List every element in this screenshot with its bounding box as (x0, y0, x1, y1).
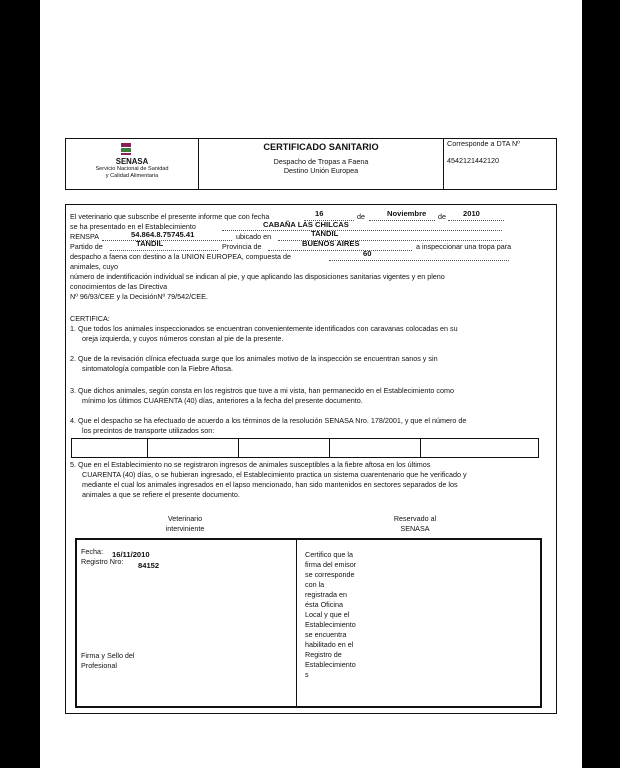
month-value: Noviembre (387, 209, 427, 218)
clause-4-line-2: los precintos de transporte utilizados son: (82, 426, 215, 435)
senasa-certification-line: s (305, 670, 309, 679)
intro-line-7: número de indentificación individual se indican al pie, y que aplicando las disposiciones sanitarias vigentes y en pleno (70, 272, 445, 281)
signature-box-divider (296, 538, 297, 708)
senasa-certification-line: ésta Oficina (305, 600, 343, 609)
senasa-certification-line: Certifico que la (305, 550, 353, 559)
senasa-certification-line: habilitado en el (305, 640, 354, 649)
senasa-certification-line: registrada en (305, 590, 347, 599)
month-dots (369, 220, 435, 221)
provincia-label: Provincia de (222, 242, 262, 251)
establishment-dots (222, 230, 502, 231)
senasa-certification-line: Establecimiento (305, 660, 356, 669)
intro-line-8: conocimientos de las Directiva (70, 282, 168, 291)
org-name: SENASA (115, 157, 149, 166)
registro-label: Registro Nro: (81, 557, 124, 566)
certificate-page (40, 0, 582, 768)
provincia-value: BUENOS AIRES (302, 239, 360, 248)
count-dots (329, 260, 509, 261)
senasa-certification-line: se corresponde (305, 570, 355, 579)
vet-caption-1: Veterinario (167, 514, 203, 523)
clause-5-line-3: mediante el cual los animales ingresados en el lapso mencionado, han sido mantenidos en sectores separados de los (82, 480, 458, 489)
clause-3-line-2: mínimo los últimos CUARENTA (40) días, anteriores a la fecha del presente documento. (82, 396, 363, 405)
clause-5-line-4: animales a que se refiere el presente documento. (82, 490, 240, 499)
count-value: 60 (363, 249, 372, 258)
clause-1-line-1: 1. Que todos los animales inspeccionados se encuentran convenientemente identificados con caravanas colocadas en su (70, 324, 458, 333)
senasa-caption-1: Reservado al (393, 514, 437, 523)
intro-line-6: animales, cuyo (70, 262, 118, 271)
clause-5-line-2: CUARENTA (40) días, o se hubieran ingresado, el Establecimiento practica un sistema cuarentenario que he verificado y (82, 470, 467, 479)
vet-caption-2: interviniente (165, 524, 205, 533)
intro-line-4-end: a inspeccionar una tropa para (416, 242, 512, 251)
header-divider-right (443, 138, 444, 189)
dta-value: 4542121442120 (447, 156, 499, 165)
renspa-label: RENSPA (70, 232, 100, 241)
seals-table (71, 438, 539, 458)
seals-cell-divider (147, 438, 148, 457)
document-subtitle-2: Destino Unión Europea (283, 166, 359, 175)
senasa-certification-line: Registro de (305, 650, 342, 659)
fecha-value: 16/11/2010 (112, 550, 150, 559)
intro-line-1: El veterinario que subscribe el presente informe que con fecha (70, 212, 270, 221)
clause-2-line-1: 2. Que de la revisación clínica efectuada surge que los animales motivo de la inspección se encuentran sanos y sin (70, 354, 438, 363)
year-dots (448, 220, 504, 221)
org-subtitle-1: Servicio Nacional de Sanidad (95, 166, 169, 172)
seals-cell-divider (329, 438, 330, 457)
seals-cell-divider (238, 438, 239, 457)
clause-3-line-1: 3. Que dichos animales, según consta en los registros que tuve a mi vista, han permanecido en el Establecimiento como (70, 386, 454, 395)
clause-1-line-2: oreja izquierda, y cuyos números constan al pie de la presente. (82, 334, 284, 343)
senasa-caption-2: SENASA (400, 524, 430, 533)
document-subtitle-1: Despacho de Tropas a Faena (273, 157, 369, 166)
clause-2-line-2: sintomatología compatible con la Fiebre Aftosa. (82, 364, 234, 373)
firma-label-1: Firma y Sello del (81, 651, 135, 660)
intro-line-9: Nº 96/93/CEE y la DecisiónNº 79/542/CEE. (70, 292, 208, 301)
provincia-dots (268, 250, 412, 251)
intro-line-5: despacho a faena con destino a la UNION EUROPEA, compuesta de (70, 252, 291, 261)
renspa-dots (102, 240, 232, 241)
senasa-certification-line: firma del emisor (305, 560, 357, 569)
seals-cell-divider (420, 438, 421, 457)
intro-line-2: se ha presentado en el Establecimiento (70, 222, 196, 231)
partido-value: TANDIL (136, 239, 164, 248)
dta-label: Corresponde a DTA Nº (447, 139, 520, 148)
senasa-certification-line: con la (305, 580, 325, 589)
certifica-heading: CERTIFICA: (70, 314, 110, 323)
location-label: ubicado en (236, 232, 272, 241)
partido-label: Partido de (70, 242, 103, 251)
clause-4-line-1: 4. Que el despacho se ha efectuado de acuerdo a los términos de la resolución SENASA Nro. 178/2001, y que el número de (70, 416, 467, 425)
senasa-logo-icon (121, 143, 131, 155)
establishment-value: CABAÑA LAS CHILCAS (263, 220, 349, 229)
year-value: 2010 (463, 209, 480, 218)
renspa-value: 54.864.8.75745.41 (131, 230, 195, 239)
de-2: de (438, 212, 446, 221)
firma-label-2: Profesional (81, 661, 117, 670)
partido-dots (110, 250, 218, 251)
senasa-certification-line: Establecimiento (305, 620, 356, 629)
senasa-certification-line: se encuentra (305, 630, 347, 639)
org-subtitle-2: y Calidad Alimentaria (105, 173, 159, 179)
senasa-certification-line: Local y que el (305, 610, 350, 619)
fecha-label: Fecha: (81, 547, 103, 556)
document-title: CERTIFICADO SANITARIO (263, 142, 379, 152)
day-value: 16 (315, 209, 324, 218)
location-value: TANDIL (311, 229, 339, 238)
registro-value: 84152 (138, 561, 160, 570)
de-1: de (357, 212, 365, 221)
clause-5-line-1: 5. Que en el Establecimiento no se registraron ingresos de animales susceptibles a la fiebre aftosa en los últimos (70, 460, 431, 469)
